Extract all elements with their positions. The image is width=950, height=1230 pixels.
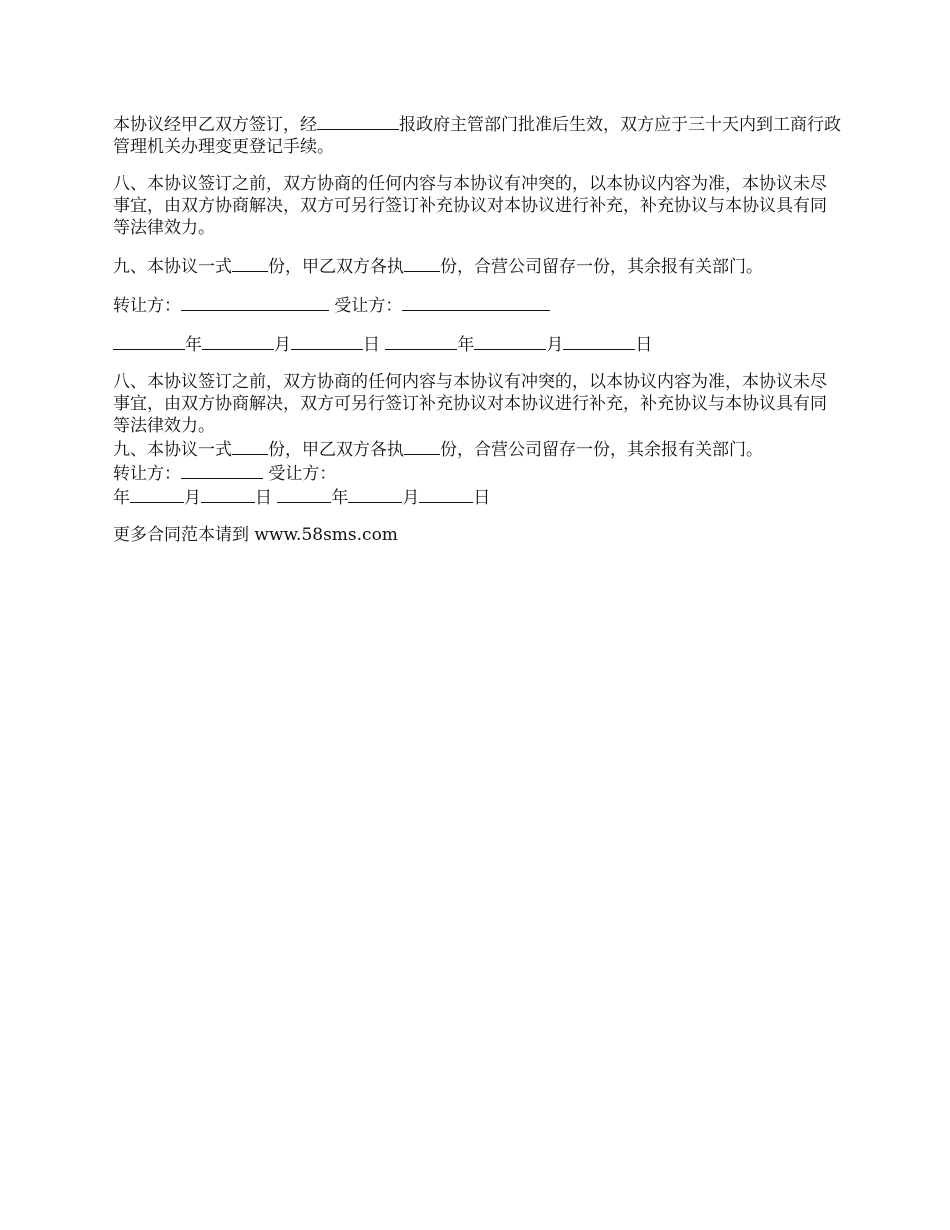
blank-line — [404, 437, 440, 455]
transferor-blank — [181, 461, 263, 479]
paragraph-text: 九、本协议一式 — [113, 440, 232, 460]
transferor-label: 转让方： — [113, 464, 181, 484]
blank-line — [474, 332, 546, 350]
paragraph-effectiveness — [113, 112, 841, 158]
blank-line — [201, 485, 255, 503]
date-year-label: 年 — [457, 335, 475, 355]
paragraph-text: 份，合营公司留存一份，其余报有关部门。 — [440, 257, 763, 277]
date-day-label: 日 — [255, 488, 272, 508]
blank-line — [232, 437, 268, 455]
date-month-label: 月 — [274, 335, 291, 355]
blank-line — [202, 332, 274, 350]
date-year-label: 年 — [185, 335, 202, 355]
transferee-label: 受让方： — [268, 464, 337, 484]
transferee-label: 受让方： — [334, 296, 403, 316]
paragraph-text: 份，甲乙双方各执 — [268, 440, 404, 460]
paragraph-clause-eight-repeat — [113, 371, 841, 437]
date-month-label: 月 — [546, 335, 564, 355]
paragraph-text: 份，甲乙双方各执 — [268, 257, 404, 277]
blank-line — [348, 485, 402, 503]
blank-line — [130, 485, 184, 503]
transferor-label: 转让方： — [113, 296, 181, 316]
paragraph-text: 九、本协议一式 — [113, 257, 232, 277]
date-year-label: 年 — [331, 488, 349, 508]
date-year-label: 年 — [113, 488, 130, 508]
blank-line — [277, 485, 331, 503]
paragraph-clause-nine-repeat — [113, 437, 841, 461]
transferor-blank — [181, 293, 329, 311]
blank-line — [232, 254, 268, 272]
date-line-repeat — [113, 485, 841, 509]
blank-line — [113, 332, 185, 350]
blank-line — [385, 332, 457, 350]
blank-line — [563, 332, 635, 350]
blank-line — [317, 112, 399, 130]
date-day-label: 日 — [363, 335, 380, 355]
signature-line-repeat — [113, 461, 841, 485]
footer-text: 更多合同范本请到 www.58sms.com — [113, 525, 398, 545]
paragraph-text: 八、本协议签订之前，双方协商的任何内容与本协议有冲突的，以本协议内容为准，本协议未尽事宜，由双方协商解决，双方可另行签订补充协议对本协议进行补充，补充协议与本协议具有同等法律效力。 — [113, 174, 827, 238]
blank-line — [404, 254, 440, 272]
date-month-label: 月 — [184, 488, 201, 508]
blank-line — [291, 332, 363, 350]
date-day-label: 日 — [473, 488, 491, 508]
date-day-label: 日 — [635, 335, 653, 355]
paragraph-text: 本协议经甲乙双方签订，经 — [113, 115, 317, 135]
date-line — [113, 332, 841, 356]
blank-line — [419, 485, 473, 503]
footer-more-contracts — [113, 524, 841, 546]
paragraph-text: 份，合营公司留存一份，其余报有关部门。 — [440, 440, 763, 460]
date-month-label: 月 — [402, 488, 420, 508]
signature-line — [113, 293, 841, 317]
document-body — [113, 112, 841, 546]
paragraph-text: 八、本协议签订之前，双方协商的任何内容与本协议有冲突的，以本协议内容为准，本协议未尽事宜，由双方协商解决，双方可另行签订补充协议对本协议进行补充，补充协议与本协议具有同等法律效力。 — [113, 372, 827, 436]
paragraph-clause-nine — [113, 254, 841, 278]
paragraph-text: 报政府主管部门批准后生效，双方应于三十天内到工商行政管理机关办理变更登记手续。 — [113, 115, 841, 157]
transferee-blank — [402, 293, 550, 311]
paragraph-clause-eight — [113, 173, 841, 239]
